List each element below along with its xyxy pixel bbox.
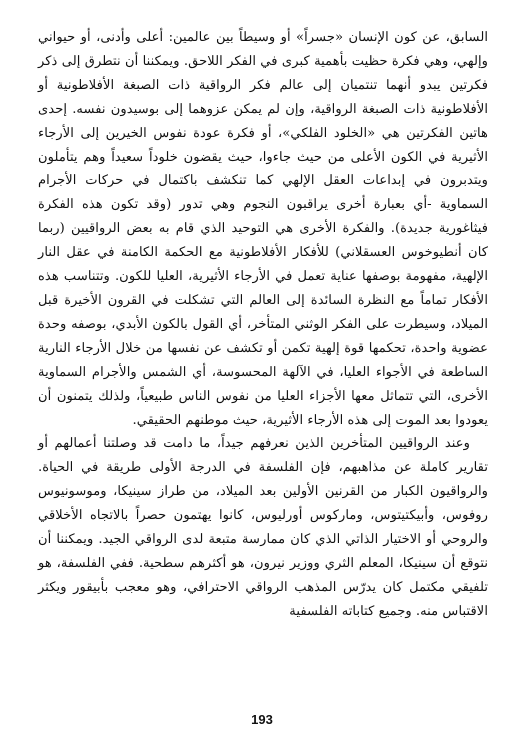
paragraph-1: السابق، عن كون الإنسان «جسراً» أو وسيطاً بين عالمين: أعلى وأدنى، أو حيواني وإلهي، وهي فكرة حظيت بأهمية كبرى في الفكر اللاحق. ويمكننا أن نتطرق إلى ذكر فكرتين يبدو أنهما تنتميان إلى عالم فكر الرواقية ذات الصبغة الأفلاطونية أو الأفلاطونية ذات الصبغة الرواقية، وإن لم يمكن عزوهما إلى بوسيدون نفسه. إحدى هاتين الفكرتين هي «الخلود الفلكي»، أو فكرة عودة نفوس الخيرين إلى الأرجاء الأثيرية في الكون الأعلى من حيث جاءوا، حيث يقضون خلوداً سعيداً وهم يتأملون ويتدبرون في إبداعات العقل الإلهي كما تنكشف باكتمال في حركات الأجرام السماوية -أي بعبارة أخرى يراقبون النجوم وهي تدور (وقد تكون هذه الفكرة فيثاغورية جديدة). والفكرة الأخرى هي التوحيد الذي قام به بعض الرواقيين (ربما كان أنطيوخوس العسقلاني) للأفكار الأفلاطونية مع الحكمة الكامنة في عقل النار الإلهية، مفهومة بوصفها عناية تعمل في الأرجاء الأثيرية، العليا للكون. وتتناسب هذه الأفكار تماماً مع النظرة السائدة إلى العالم التي تشكلت في القرون الأخيرة قبل الميلاد، وسيطرت على الفكر الوثني المتأخر، أي القول بالكون الأبدي، بوصفه وحدة عضوية واحدة، تحكمها قوة إلهية تكمن أو تكشف عن نفسها من خلال الأرجاء النارية الساطعة في الأجواء العليا، في الآلهة المحسوسة، أي الشمس والأجرام السماوية الأخرى، التي تتماثل معها الأجزاء العليا من نفوس الناس طبيعياً، ولذلك يتمنون أن يعودوا بعد الموت إلى هذه الأرجاء الأثيرية، حيث موطنهم الحقيقي. bbox=[38, 30, 488, 428]
page-number: 193 bbox=[251, 712, 273, 727]
body-text bbox=[38, 26, 488, 624]
paragraph-2: وعند الرواقيين المتأخرين الذين نعرفهم جيداً، ما دامت قد وصلتنا أعمالهم أو تقارير كاملة عن مذاهبهم، فإن الفلسفة في الدرجة الأولى طريقة في الحياة. والرواقيون الكبار من القرنين الأولين بعد الميلاد، من طراز سينيكا، وموسونيوس روفوس، وأبيكتيتوس، وماركوس أورليوس، كانوا يهتمون حصراً بالاتجاه الأخلاقي والروحي أو الاختيار الذاتي الذي كان ممارسة متبعة لدى الرواقي الجيد. ويمكننا أن نتوقع أن سينيكا، المعلم الثري ووزير نيرون، هو أكثرهم سطحية. ففي الفلسفة، هو تلفيقي مكتمل كان يدرّس المذهب الرواقي الاحترافي، وهو معجب بأبيقور ويكثر الاقتباس منه. وجميع كتاباته الفلسفية bbox=[38, 436, 488, 619]
